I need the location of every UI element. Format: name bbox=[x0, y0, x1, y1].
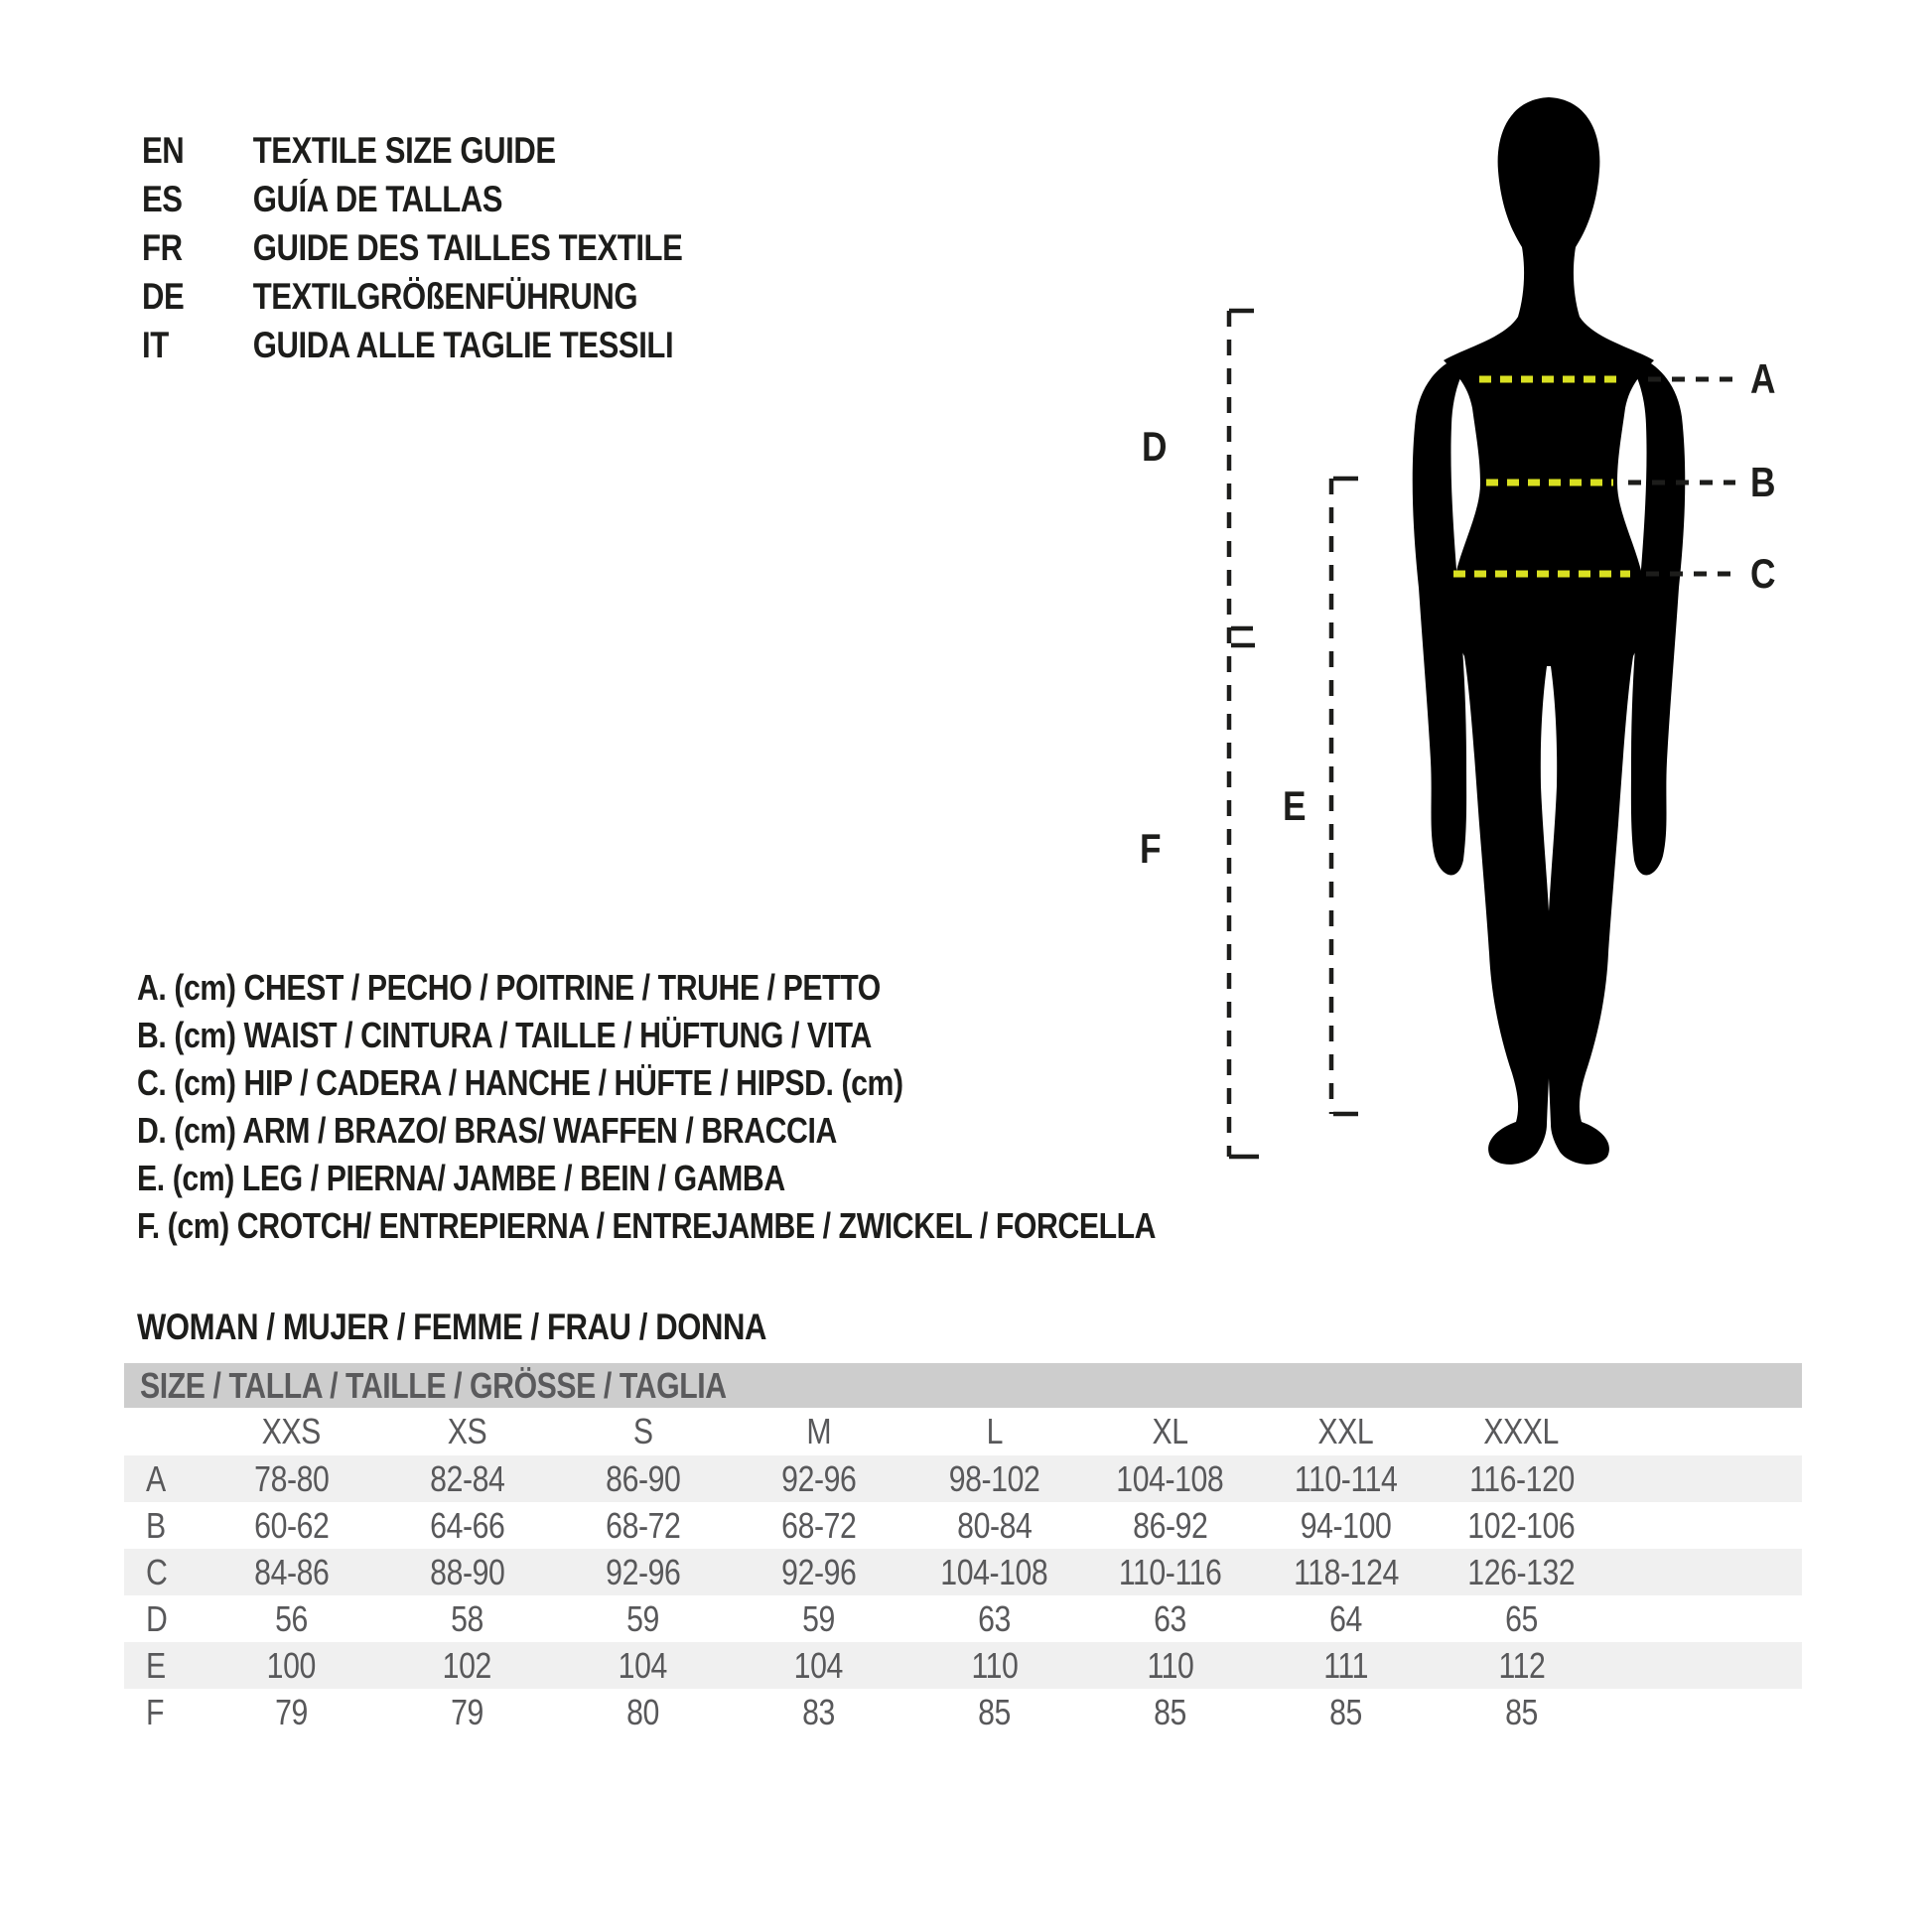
guide-title: GUÍA DE TALLAS bbox=[252, 178, 503, 219]
language-code: IT bbox=[142, 324, 169, 365]
table-cell: 85 bbox=[1154, 1691, 1186, 1732]
row-label: A bbox=[146, 1457, 166, 1499]
language-row bbox=[142, 272, 682, 321]
guide-title: GUIDE DES TAILLES TEXTILE bbox=[252, 226, 683, 268]
column-header: XXL bbox=[1317, 1411, 1374, 1451]
legend-item-arm: D. (cm) ARM / BRAZO/ BRAS/ WAFFEN / BRACCIA bbox=[137, 1110, 837, 1151]
marker-leg-e: E bbox=[1283, 782, 1307, 829]
column-header: M bbox=[806, 1411, 831, 1451]
table-cell: 56 bbox=[275, 1597, 308, 1639]
row-label: C bbox=[146, 1551, 168, 1592]
column-header: L bbox=[986, 1411, 1003, 1451]
table-cell: 83 bbox=[802, 1691, 835, 1732]
column-header: XS bbox=[447, 1411, 487, 1451]
table-cell: 104 bbox=[793, 1644, 844, 1686]
size-table-header-band bbox=[124, 1363, 1802, 1408]
category-title: WOMAN / MUJER / FEMME / FRAU / DONNA bbox=[137, 1307, 767, 1347]
marker-crotch-f: F bbox=[1140, 825, 1162, 872]
silhouette-body bbox=[1444, 97, 1654, 1165]
table-row-leg bbox=[124, 1642, 1802, 1689]
marker-waist-b: B bbox=[1750, 459, 1776, 505]
language-row bbox=[142, 223, 682, 272]
table-cell: 110-116 bbox=[1118, 1551, 1222, 1592]
guide-title: TEXTILE SIZE GUIDE bbox=[252, 129, 556, 171]
column-header: XXXL bbox=[1483, 1411, 1560, 1451]
language-code: FR bbox=[142, 226, 183, 268]
table-cell: 110-114 bbox=[1294, 1457, 1398, 1499]
table-cell: 68-72 bbox=[605, 1504, 681, 1546]
table-cell: 100 bbox=[266, 1644, 317, 1686]
legend-item-hip: C. (cm) HIP / CADERA / HANCHE / HÜFTE / HIPSD. (cm) bbox=[137, 1062, 903, 1103]
table-cell: 84-86 bbox=[253, 1551, 330, 1592]
row-label: D bbox=[146, 1597, 168, 1639]
table-cell: 104 bbox=[618, 1644, 668, 1686]
table-cell: 63 bbox=[978, 1597, 1011, 1639]
table-cell: 112 bbox=[1498, 1644, 1545, 1686]
language-guide bbox=[142, 126, 785, 369]
table-cell: 92-96 bbox=[780, 1551, 857, 1592]
table-row-arm bbox=[124, 1595, 1802, 1642]
marker-chest-a: A bbox=[1750, 355, 1776, 402]
table-cell: 88-90 bbox=[429, 1551, 505, 1592]
table-cell: 65 bbox=[1505, 1597, 1538, 1639]
column-header: S bbox=[632, 1411, 653, 1451]
language-code: ES bbox=[142, 178, 183, 219]
marker-arm-d: D bbox=[1142, 423, 1168, 470]
table-cell: 80-84 bbox=[956, 1504, 1033, 1546]
language-code: EN bbox=[142, 129, 185, 171]
language-row bbox=[142, 321, 682, 369]
table-cell: 85 bbox=[1505, 1691, 1538, 1732]
table-cell: 64-66 bbox=[429, 1504, 505, 1546]
table-cell: 98-102 bbox=[948, 1457, 1040, 1499]
row-label: B bbox=[146, 1504, 166, 1546]
table-cell: 110 bbox=[1147, 1644, 1193, 1686]
legend-item-waist: B. (cm) WAIST / CINTURA / TAILLE / HÜFTUNG / VITA bbox=[137, 1015, 872, 1055]
table-row-waist bbox=[124, 1502, 1802, 1549]
legend-item-crotch: F. (cm) CROTCH/ ENTREPIERNA / ENTREJAMBE / ZWICKEL / FORCELLA bbox=[137, 1205, 1157, 1246]
table-cell: 102-106 bbox=[1467, 1504, 1576, 1546]
table-row-chest bbox=[124, 1455, 1802, 1502]
table-cell: 111 bbox=[1323, 1644, 1368, 1686]
table-row-crotch bbox=[124, 1689, 1802, 1735]
table-cell: 104-108 bbox=[940, 1551, 1048, 1592]
size-table-column-headers bbox=[124, 1408, 1802, 1455]
language-row bbox=[142, 126, 682, 175]
table-cell: 68-72 bbox=[780, 1504, 857, 1546]
table-cell: 80 bbox=[626, 1691, 659, 1732]
table-cell: 92-96 bbox=[605, 1551, 681, 1592]
size-table-header-text: SIZE / TALLA / TAILLE / GRÖSSE / TAGLIA bbox=[140, 1364, 727, 1406]
table-cell: 126-132 bbox=[1467, 1551, 1576, 1592]
table-cell: 118-124 bbox=[1293, 1551, 1399, 1592]
size-table bbox=[124, 1363, 1802, 1735]
measurements-legend bbox=[137, 964, 1350, 1250]
legend-item-leg: E. (cm) LEG / PIERNA/ JAMBE / BEIN / GAMBA bbox=[137, 1158, 785, 1198]
table-row-hip bbox=[124, 1549, 1802, 1595]
table-cell: 59 bbox=[626, 1597, 659, 1639]
table-cell: 86-90 bbox=[605, 1457, 681, 1499]
table-cell: 104-108 bbox=[1116, 1457, 1224, 1499]
table-cell: 94-100 bbox=[1300, 1504, 1392, 1546]
table-cell: 79 bbox=[275, 1691, 308, 1732]
table-cell: 82-84 bbox=[429, 1457, 505, 1499]
table-cell: 78-80 bbox=[253, 1457, 330, 1499]
table-cell: 92-96 bbox=[780, 1457, 857, 1499]
language-code: DE bbox=[142, 275, 185, 317]
table-cell: 86-92 bbox=[1132, 1504, 1208, 1546]
table-cell: 64 bbox=[1329, 1597, 1362, 1639]
table-cell: 116-120 bbox=[1468, 1457, 1575, 1499]
table-cell: 79 bbox=[451, 1691, 483, 1732]
guide-title: TEXTILGRÖßENFÜHRUNG bbox=[252, 275, 638, 317]
language-row bbox=[142, 175, 682, 223]
table-cell: 59 bbox=[802, 1597, 835, 1639]
table-cell: 102 bbox=[442, 1644, 492, 1686]
column-header: XXS bbox=[261, 1411, 322, 1451]
row-label: F bbox=[146, 1691, 165, 1732]
table-cell: 63 bbox=[1154, 1597, 1186, 1639]
marker-hip-c: C bbox=[1750, 550, 1776, 597]
table-cell: 85 bbox=[978, 1691, 1011, 1732]
row-label: E bbox=[146, 1644, 166, 1686]
table-cell: 60-62 bbox=[253, 1504, 330, 1546]
table-cell: 110 bbox=[971, 1644, 1018, 1686]
table-cell: 85 bbox=[1329, 1691, 1362, 1732]
table-cell: 58 bbox=[451, 1597, 483, 1639]
legend-item-chest: A. (cm) CHEST / PECHO / POITRINE / TRUHE / PETTO bbox=[137, 967, 881, 1008]
column-header: XL bbox=[1152, 1411, 1188, 1451]
guide-title: GUIDA ALLE TAGLIE TESSILI bbox=[252, 324, 674, 365]
